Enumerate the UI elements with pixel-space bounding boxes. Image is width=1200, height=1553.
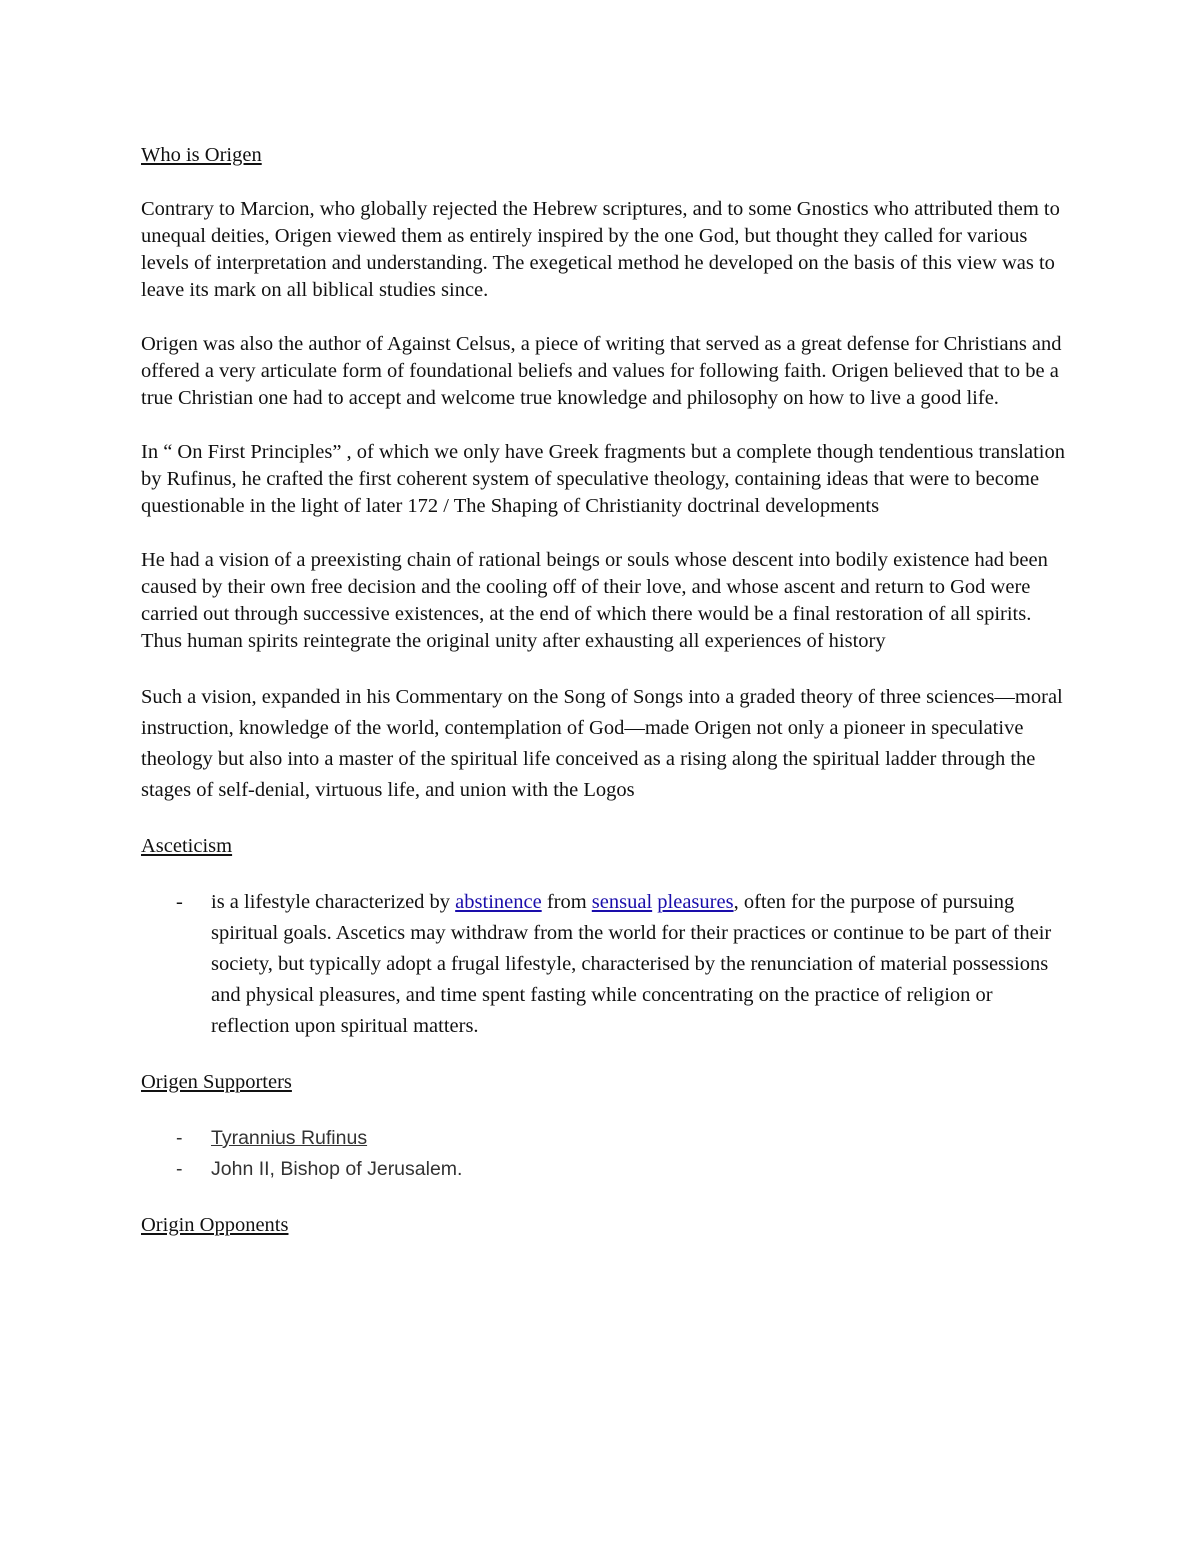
paragraph-first-principles: In “ On First Principles” , of which we only have Greek fragments but a complete though tendentious translation by Rufinus, he crafted the first coherent system of speculative theology, containing ideas that were to become questionable in the light of later 172 / The Shaping of Christianity doctrinal developments xyxy=(141,441,1065,517)
asceticism-list xyxy=(141,887,1066,1042)
link-pleasures[interactable]: pleasures xyxy=(657,891,734,913)
list-item xyxy=(141,1154,1066,1185)
paragraph-marcion: Contrary to Marcion, who globally rejected the Hebrew scriptures, and to some Gnostics who attributed them to unequal deities, Origen viewed them as entirely inspired by the one God, but thought they called for various levels of interpretation and understanding. The exegetical method he developed on the basis of this view was to leave its mark on all biblical studies since. xyxy=(141,198,1060,301)
document-body xyxy=(141,142,1066,1239)
spacer xyxy=(141,304,1066,331)
spacer xyxy=(141,860,1066,887)
supporter-rufinus: Tyrannius Rufinus xyxy=(211,1127,368,1149)
spacer xyxy=(141,169,1066,196)
asceticism-text-from: from xyxy=(541,891,592,913)
asceticism-text-rest: , often for the purpose of pursuing spiritual goals. Ascetics may withdraw from the world for their practices or continue to be part of their society, but typically adopt a frugal lifestyle, characterised by the renunciation of material possessions and physical pleasures, and time spent fasting while concentrating on the practice of religion or reflection upon spiritual matters. xyxy=(211,891,1052,1037)
list-item xyxy=(141,1123,1066,1154)
heading-asceticism: Asceticism xyxy=(141,835,233,857)
spacer xyxy=(141,412,1066,439)
spacer xyxy=(141,655,1066,682)
supporters-list xyxy=(141,1123,1066,1185)
link-sensual[interactable]: sensual xyxy=(591,891,653,913)
paragraph-against-celsus: Origen was also the author of Against Celsus, a piece of writing that served as a great defense for Christians and offered a very articulate form of foundational beliefs and values for following faith. Origen believed that to be a true Christian one had to accept and welcome true knowledge and philosophy on how to live a good life. xyxy=(141,333,1062,409)
paragraph-song-of-songs: Such a vision, expanded in his Commentary on the Song of Songs into a graded theory of three sciences—moral instruction, knowledge of the world, contemplation of God—made Origen not only a pioneer in speculative theology but also into a master of the spiritual life conceived as a rising along the spiritual ladder through the stages of self-denial, virtuous life, and union with the Logos xyxy=(141,686,1063,801)
bullet-dash: - xyxy=(176,1158,183,1180)
bullet-dash: - xyxy=(176,891,183,913)
spacer xyxy=(141,806,1066,833)
bullet-dash: - xyxy=(176,1127,183,1149)
list-item xyxy=(141,887,1066,1042)
spacer xyxy=(141,1096,1066,1123)
heading-origin-opponents: Origin Opponents xyxy=(141,1214,289,1236)
spacer xyxy=(141,1185,1066,1212)
heading-origen-supporters: Origen Supporters xyxy=(141,1071,292,1093)
paragraph-vision: He had a vision of a preexisting chain of rational beings or souls whose descent into bodily existence had been caused by their own free decision and the cooling off of their love, and whose ascent and return to God were carried out through successive existences, at the end of which there would be a final restoration of all spirits. Thus human spirits reintegrate the original unity after exhausting all experiences of history xyxy=(141,549,1048,652)
spacer xyxy=(141,520,1066,547)
heading-who-is-origen: Who is Origen xyxy=(141,144,262,166)
spacer xyxy=(141,1042,1066,1069)
link-abstinence[interactable]: abstinence xyxy=(455,891,542,913)
asceticism-text-prefix: is a lifestyle characterized by xyxy=(211,891,456,913)
supporter-john-ii: John II, Bishop of Jerusalem. xyxy=(211,1158,463,1180)
